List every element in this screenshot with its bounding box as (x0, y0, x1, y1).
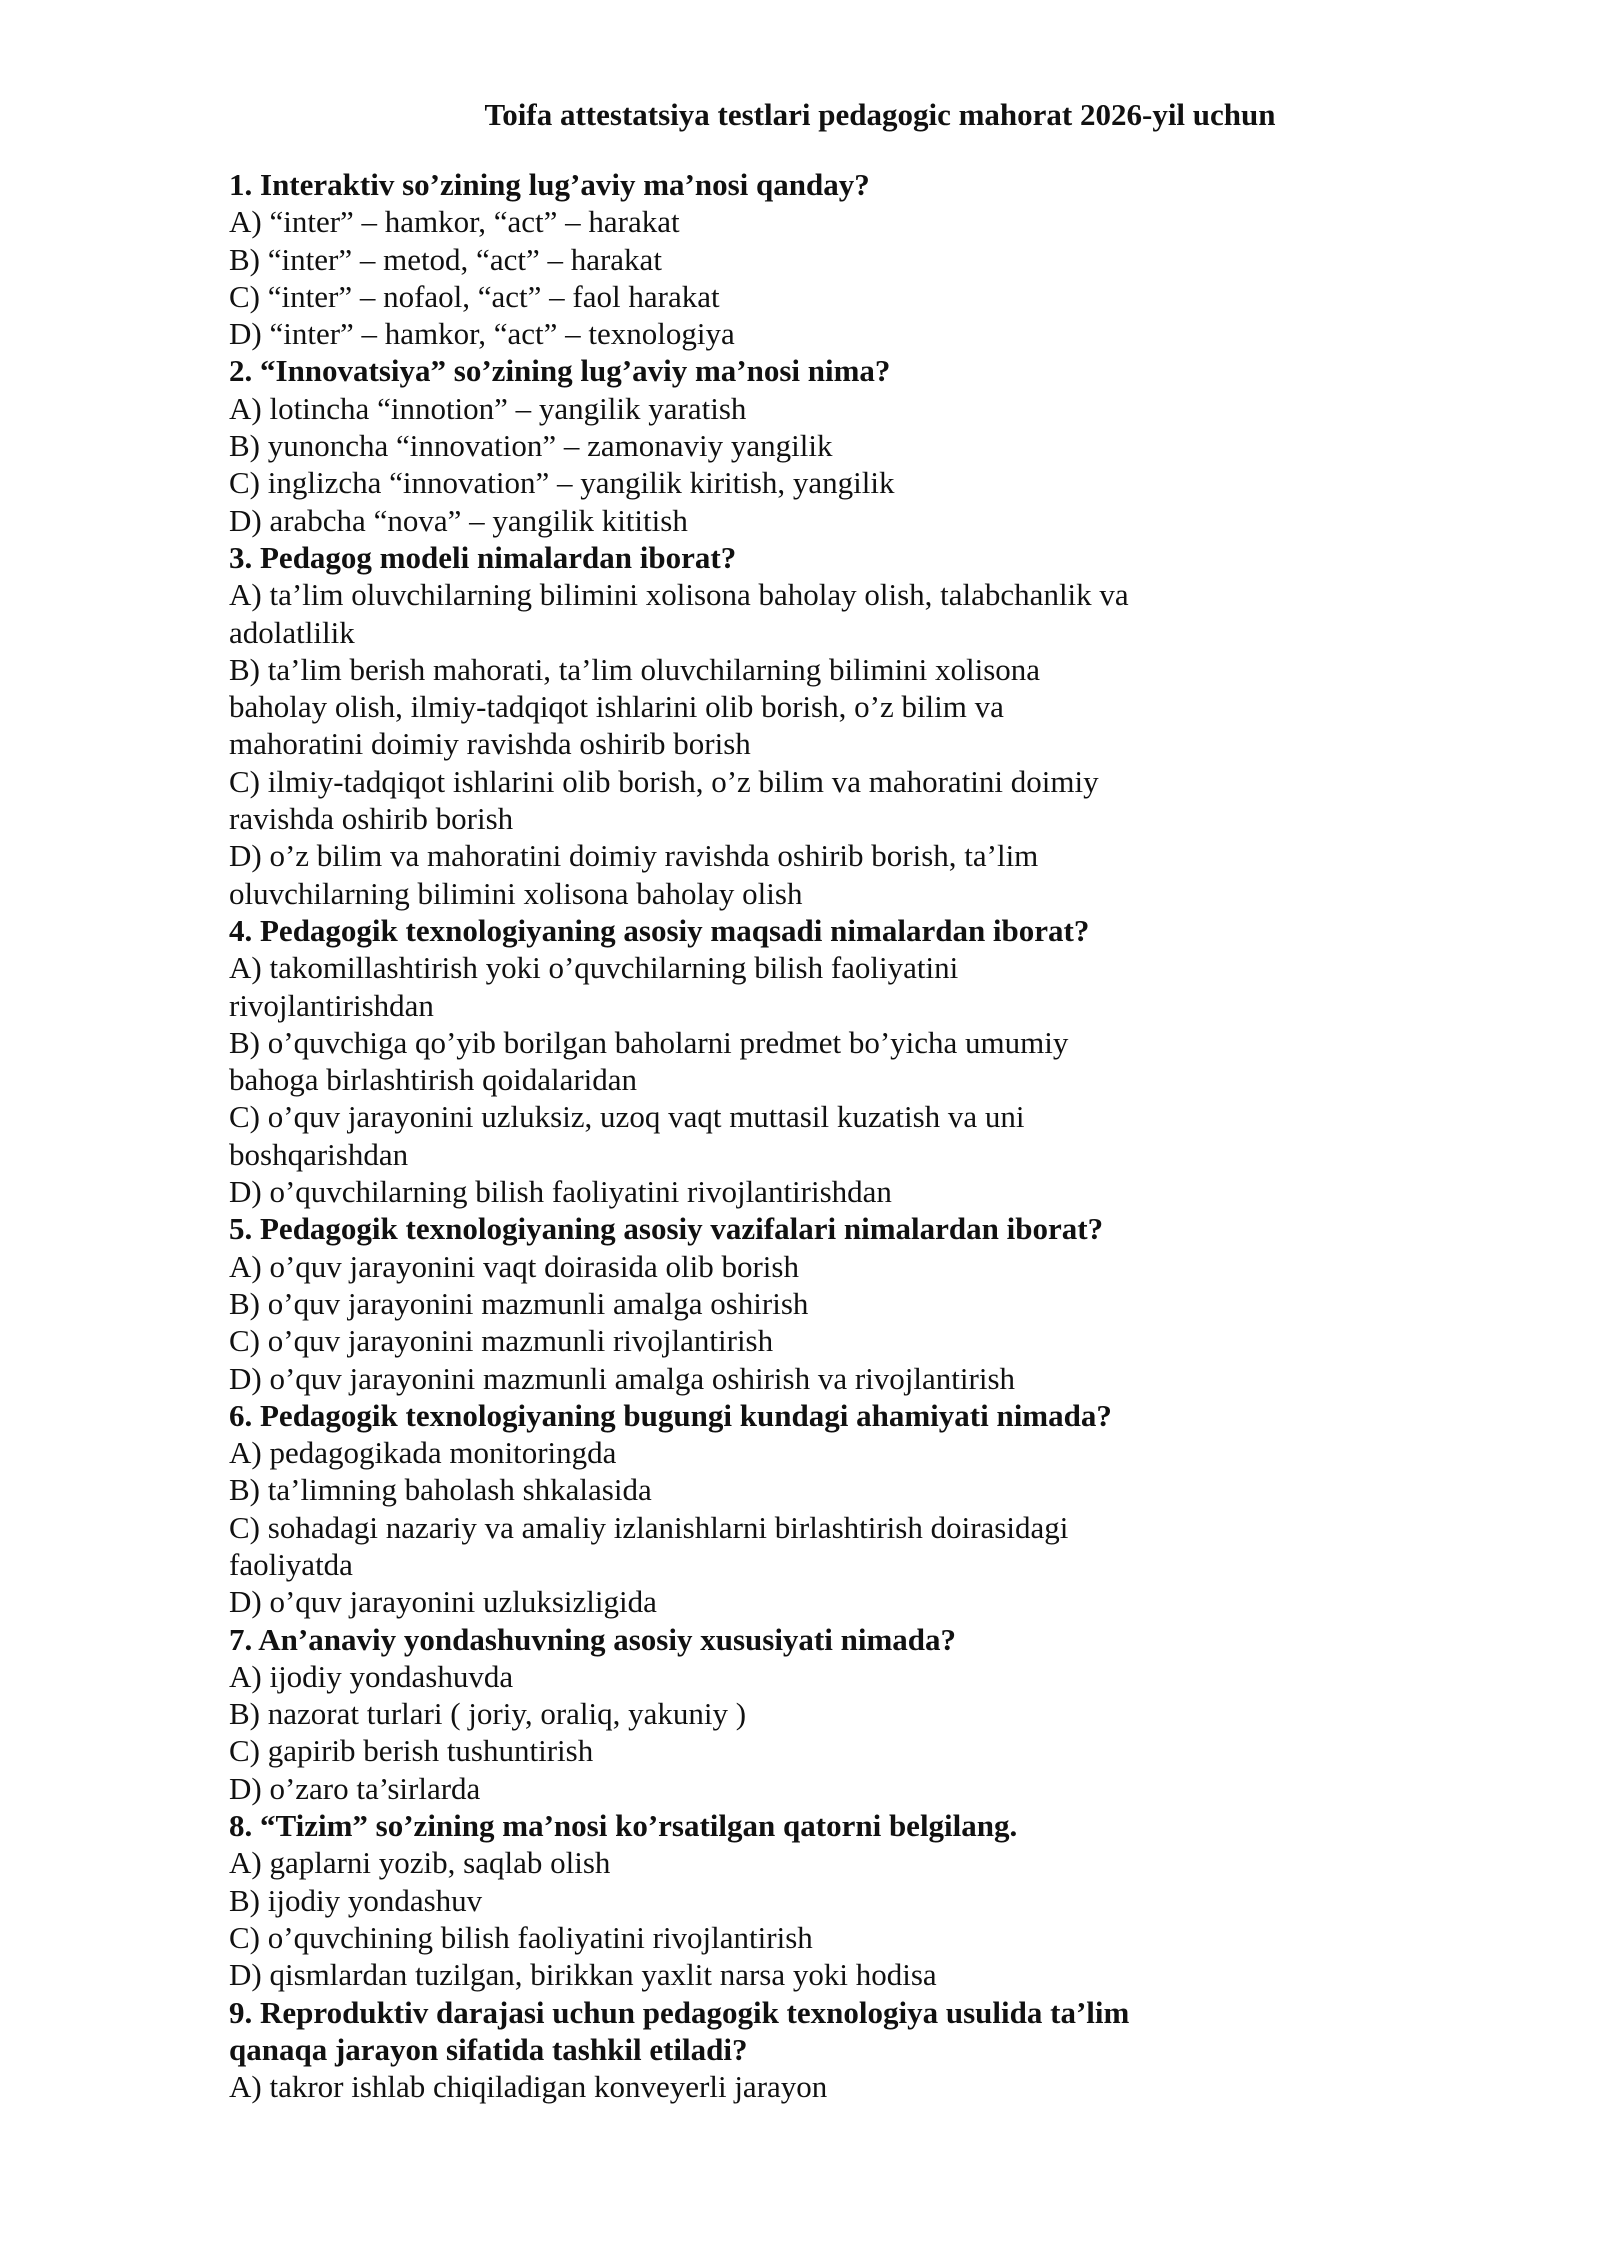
question-item (229, 166, 1229, 352)
question-text: 1. Interaktiv so’zining lug’aviy ma’nosi qanday? (229, 167, 870, 202)
answer-option: D) o’quv jarayonini uzluksizligida (229, 1584, 657, 1620)
answer-option: B) ta’limning baholash shkalasida (229, 1472, 652, 1508)
answer-option: C) sohadagi nazariy va amaliy izlanishlarni birlashtirish doirasidagi faoliyatda (229, 1509, 1069, 1582)
answer-option: C) o’quvchining bilish faoliyatini rivojlantirish (229, 1919, 813, 1955)
document-title: Toifa attestatsiya testlari pedagogic mahorat 2026-yil uchun (484, 97, 1276, 132)
answer-option: C) gapirib berish tushuntirish (229, 1733, 594, 1769)
answer-option: C) “inter” – nofaol, “act” – faol harakat (229, 278, 720, 314)
answer-option: A) lotincha “innotion” – yangilik yaratish (229, 390, 747, 426)
answer-option: B) “inter” – metod, “act” – harakat (229, 241, 662, 277)
question-item (229, 1210, 1229, 1396)
answer-option: D) o’quv jarayonini mazmunli amalga oshirish va rivojlantirish (229, 1360, 1016, 1396)
question-text: 9. Reproduktiv darajasi uchun pedagogik texnologiya usulida ta’lim qanaqa jarayon sifatida tashkil etiladi? (229, 1994, 1130, 2067)
answer-option: D) o’z bilim va mahoratini doimiy ravishda oshirib borish, ta’lim oluvchilarning bilimini xolisona baholay olish (229, 838, 1039, 911)
question-item (229, 539, 1169, 912)
answer-option: A) takror ishlab chiqiladigan konveyerli jarayon (229, 2069, 828, 2105)
answer-option: B) o’quvchiga qo’yib borilgan baholarni predmet bo’yicha umumiy bahoga birlashtirish qoidalaridan (229, 1024, 1069, 1098)
answer-option: B) ijodiy yondashuv (229, 1882, 483, 1918)
question-item (229, 912, 1229, 1210)
question-item (229, 1621, 1229, 1807)
question-text: 7. An’anaviy yondashuvning asosiy xususiyati nimada? (229, 1621, 957, 1657)
question-text: 3. Pedagog modeli nimalardan iborat? (229, 539, 737, 575)
answer-option: A) gaplarni yozib, saqlab olish (229, 1845, 611, 1881)
answer-option: D) arabcha “nova” – yangilik kititish (229, 502, 688, 538)
question-text: 5. Pedagogik texnologiyaning asosiy vazifalari nimalardan iborat? (229, 1211, 1104, 1247)
answer-option: C) ilmiy-tadqiqot ishlarini olib borish, o’z bilim va mahoratini doimiy ravishda oshirib borish (229, 763, 1099, 837)
answer-option: A) ta’lim oluvchilarning bilimini xolisona baholay olish, talabchanlik va adolatlilik (229, 577, 1129, 650)
answer-option: C) o’quv jarayonini uzluksiz, uzoq vaqt muttasil kuzatish va uni boshqarishdan (229, 1099, 1025, 1172)
question-item (229, 352, 1229, 538)
answer-option: D) qismlardan tuzilgan, birikkan yaxlit narsa yoki hodisa (229, 1957, 937, 1993)
question-text: 6. Pedagogik texnologiyaning bugungi kundagi ahamiyati nimada? (229, 1397, 1112, 1433)
question-text: 2. “Innovatsiya” so’zining lug’aviy ma’nosi nima? (229, 353, 891, 389)
answer-option: C) o’quv jarayonini mazmunli rivojlantirish (229, 1323, 774, 1359)
question-item (229, 1994, 1229, 2106)
answer-option: B) yunoncha “innovation” – zamonaviy yangilik (229, 428, 833, 464)
answer-option: D) o’zaro ta’sirlarda (229, 1770, 481, 1806)
answer-option: A) ijodiy yondashuvda (229, 1658, 514, 1694)
answer-option: B) ta’lim berish mahorati, ta’lim oluvchilarning bilimini xolisona baholay olish, ilmiy-tadqiqot ishlarini olib borish, o’z bilim va mahoratini doimiy ravishda oshirib borish (229, 651, 1041, 762)
answer-option: B) o’quv jarayonini mazmunli amalga oshirish (229, 1285, 809, 1321)
question-list (229, 166, 1229, 2105)
answer-option: C) inglizcha “innovation” – yangilik kiritish, yangilik (229, 465, 895, 501)
question-item (229, 1397, 1229, 1621)
answer-option: A) takomillashtirish yoki o’quvchilarning bilish faoliyatini rivojlantirishdan (229, 950, 959, 1023)
answer-option: D) o’quvchilarning bilish faoliyatini rivojlantirishdan (229, 1174, 892, 1210)
question-text: 4. Pedagogik texnologiyaning asosiy maqsadi nimalardan iborat? (229, 912, 1090, 948)
answer-option: B) nazorat turlari ( joriy, oraliq, yakuniy ) (229, 1696, 747, 1732)
question-text: 8. “Tizim” so’zining ma’nosi ko’rsatilgan qatorni belgilang. (229, 1808, 1018, 1844)
answer-option: A) “inter” – hamkor, “act” – harakat (229, 204, 680, 240)
question-item (229, 1807, 1229, 1993)
answer-option: D) “inter” – hamkor, “act” – texnologiya (229, 316, 735, 352)
answer-option: A) o’quv jarayonini vaqt doirasida olib borish (229, 1248, 799, 1284)
answer-option: A) pedagogikada monitoringda (229, 1435, 617, 1471)
